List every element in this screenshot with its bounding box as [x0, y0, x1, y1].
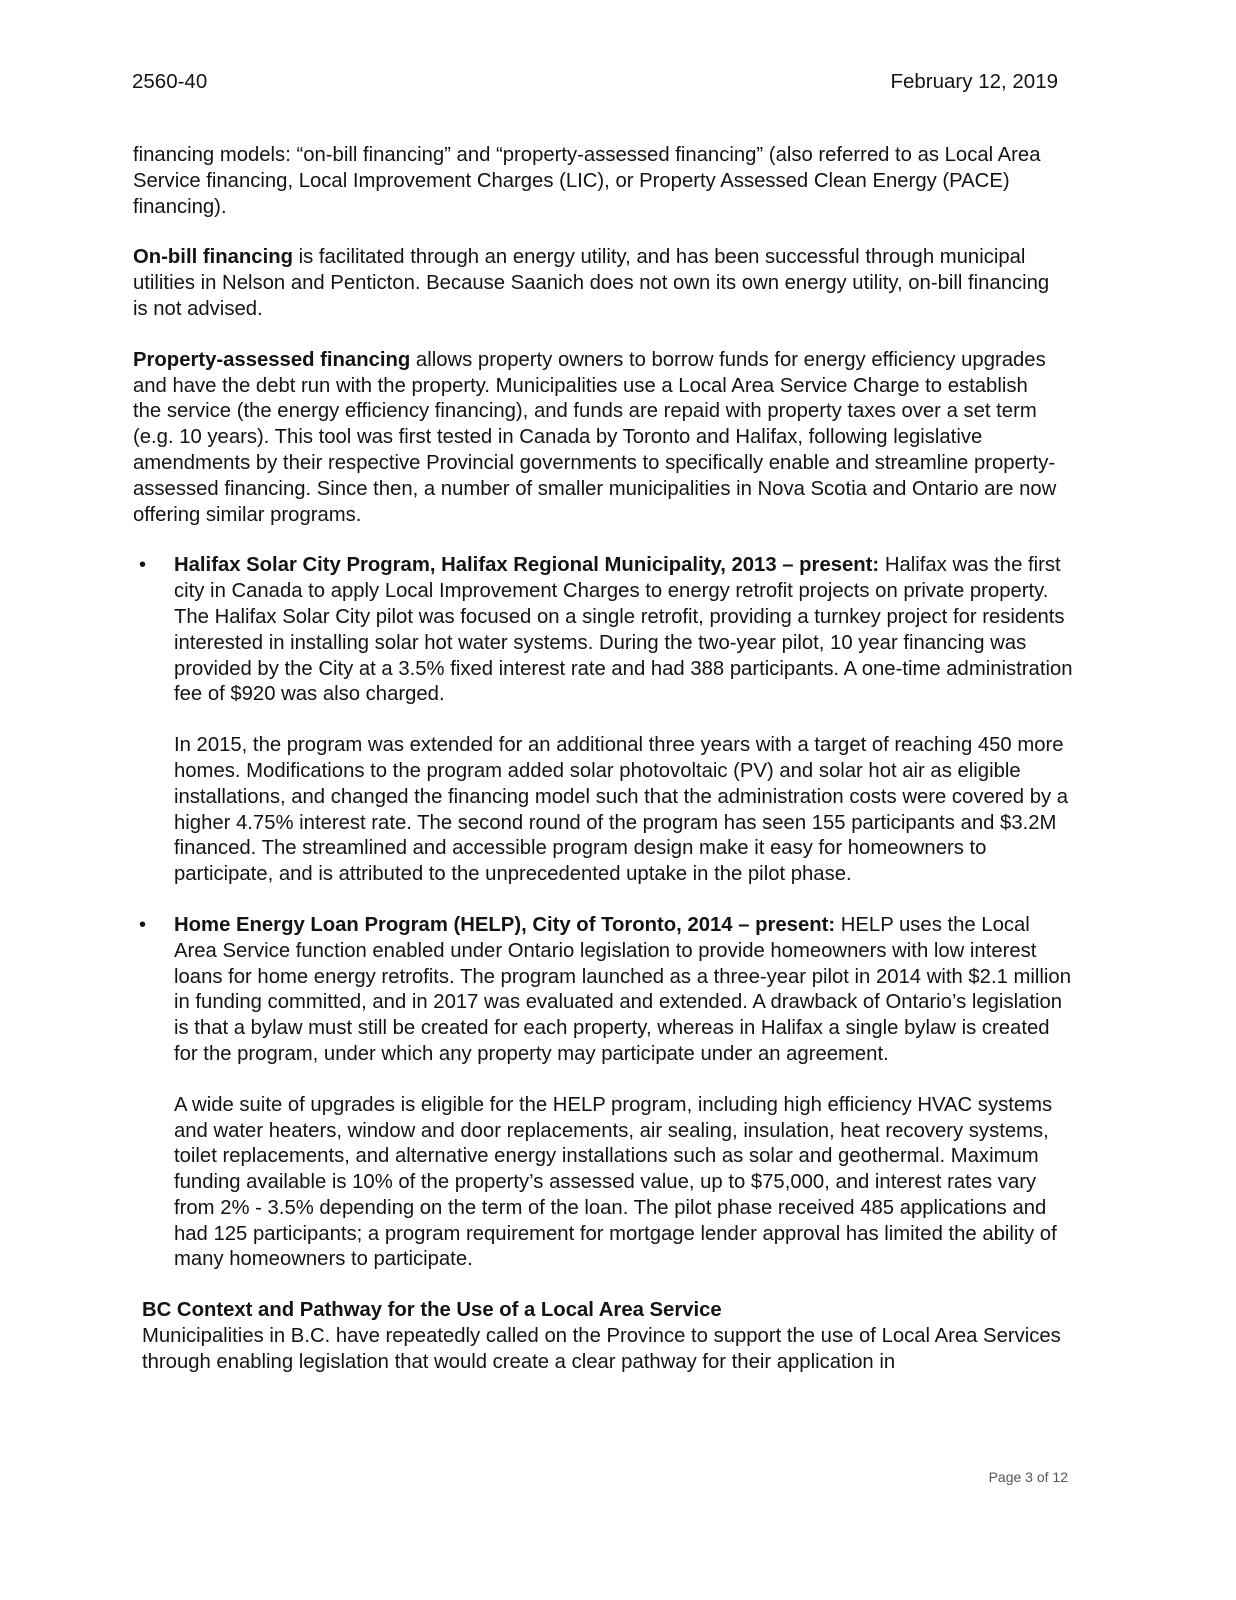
toronto-text: HELP uses the Local Area Service function enabled under Ontario legislation to provide homeowners with low interest loans for home energy retrofits. The program launched as a three-year pilot in 2014 with $2.1 million in funding committed, and in 2017 was evaluated and extended. A drawback of Ontario’s legislation is that a bylaw must still be created for each property, whereas in Halifax a single bylaw is created for the program, under which any property may participate under an agreement. [174, 913, 1071, 1065]
property-assessed-paragraph [133, 348, 1058, 529]
halifax-paragraph [174, 553, 1073, 708]
toronto-followup-paragraph: A wide suite of upgrades is eligible for the HELP program, including high efficiency HVAC systems and water heaters, window and door replacements, air sealing, insulation, heat recovery systems, toilet replacements, and alternative energy installations such as solar and geothermal. Maximum funding available is 10% of the property’s assessed value, up to $75,000, and interest rates vary from 2% - 3.5% depending on the term of the loan. The pilot phase received 485 applications and had 125 participants; a program requirement for mortgage lender approval has limited the ability of many homeowners to participate. [174, 1093, 1057, 1271]
toronto-paragraph [174, 913, 1073, 1068]
halifax-lead: Halifax Solar City Program, Halifax Regional Municipality, 2013 – present: [174, 554, 880, 577]
page-header [132, 70, 1058, 100]
on-bill-lead: On-bill financing [133, 246, 293, 269]
bullet-item-halifax [133, 553, 1073, 888]
bc-section-text: Municipalities in B.C. have repeatedly called on the Province to support the use of Local Area Services through enabling legislation that would create a clear pathway for their application in [142, 1325, 1061, 1373]
toronto-lead: Home Energy Loan Program (HELP), City of Toronto, 2014 – present: [174, 913, 836, 936]
document-date: February 12, 2019 [890, 70, 1058, 93]
on-bill-paragraph [133, 245, 1058, 322]
page-number: Page 3 of 12 [988, 1469, 1068, 1485]
bc-section-heading: BC Context and Pathway for the Use of a Local Area Service [142, 1299, 722, 1322]
bullet-icon: • [139, 554, 147, 577]
bullet-item-toronto [133, 913, 1073, 1273]
property-assessed-text: allows property owners to borrow funds for energy efficiency upgrades and have the debt run with the property. Municipalities use a Local Area Service Charge to establish the service (the energy efficiency financing), and funds are repaid with property taxes over a set term (e.g. 10 years). This tool was first tested in Canada by Toronto and Halifax, following legislative amendments by their respective Provincial governments to specifically enable and streamline property-assessed financing. Since then, a number of smaller municipalities in Nova Scotia and Ontario are now offering similar programs. [133, 348, 1057, 526]
document-body [133, 143, 1073, 1376]
halifax-followup-paragraph: In 2015, the program was extended for an additional three years with a target of reaching 450 more homes. Modifications to the program added solar photovoltaic (PV) and solar hot air as eligible installations, and changed the financing model such that the administration costs were covered by a higher 4.75% interest rate. The second round of the program has seen 155 participants and $3.2M financed. The streamlined and accessible program design make it easy for homeowners to participate, and is attributed to the unprecedented uptake in the pilot phase. [174, 734, 1069, 886]
halifax-text: Halifax was the first city in Canada to apply Local Improvement Charges to energy retrofit projects on private property. The Halifax Solar City pilot was focused on a single retrofit, providing a turnkey project for residents interested in installing solar hot water systems. During the two-year pilot, 10 year financing was provided by the City at a 3.5% fixed interest rate and had 388 participants. A one-time administration fee of $920 was also charged. [174, 554, 1073, 706]
document-reference: 2560-40 [132, 70, 208, 93]
bullet-icon: • [139, 913, 147, 936]
property-assessed-lead: Property-assessed financing [133, 348, 411, 371]
intro-paragraph: financing models: “on-bill financing” and “property-assessed financing” (also referred to as Local Area Service financing, Local Improvement Charges (LIC), or Property Assessed Clean Energy (PACE) financing). [133, 144, 1041, 218]
on-bill-text: is facilitated through an energy utility, and has been successful through municipal utilities in Nelson and Penticton. Because Saanich does not own its own energy utility, on-bill financing is not advised. [133, 246, 1050, 320]
